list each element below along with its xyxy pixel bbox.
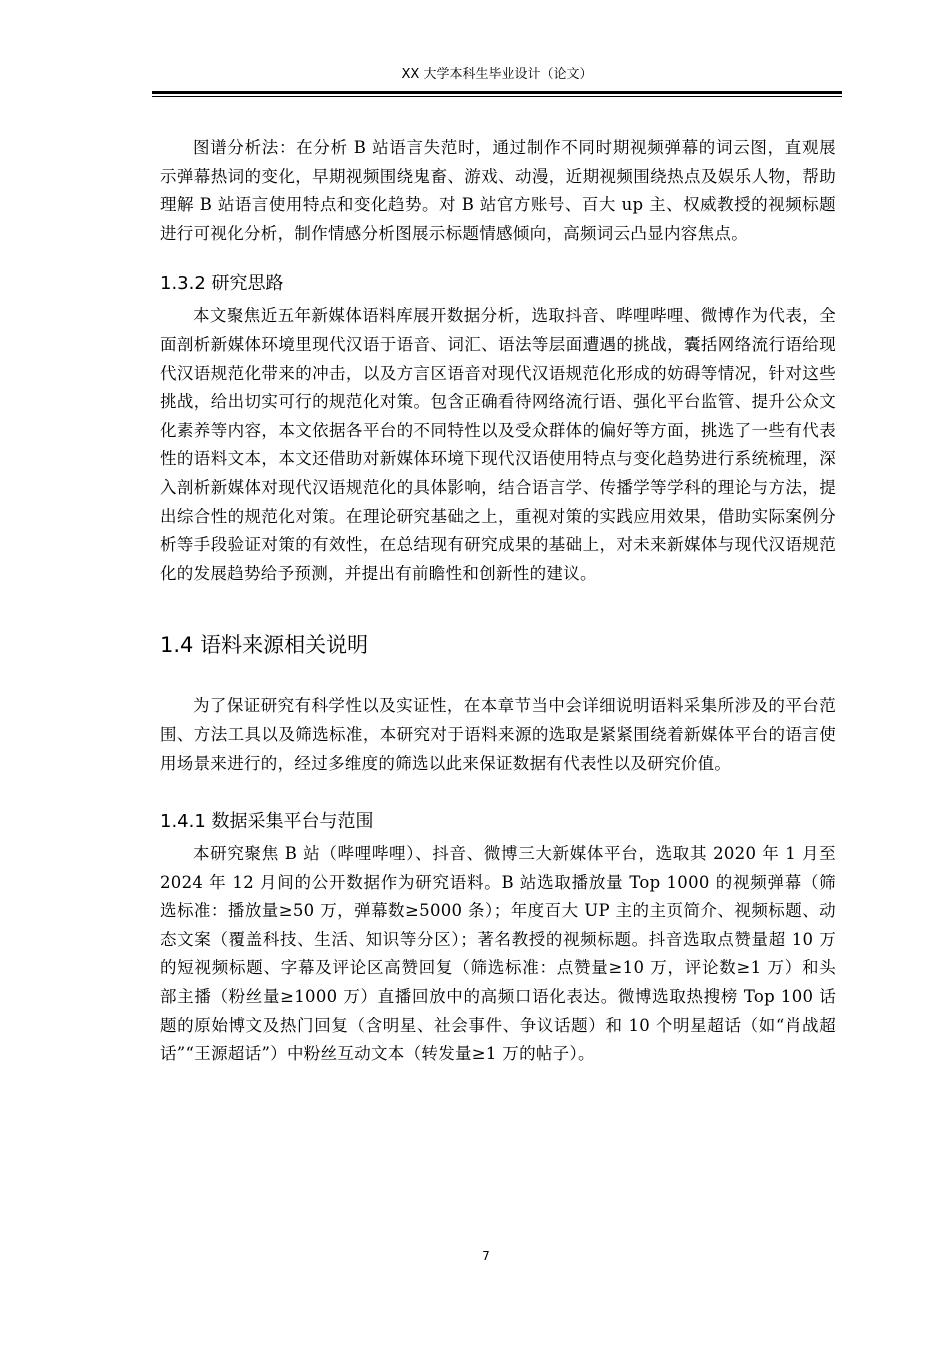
page-number: 7 [482, 1249, 490, 1263]
header-rule [152, 91, 842, 94]
section-heading-1-4: 1.4 语料来源相关说明 [160, 633, 369, 658]
header-rule-secondary [152, 96, 842, 97]
paragraph-platforms: 本研究聚焦 B 站（哔哩哔哩）、抖音、微博三大新媒体平台，选取其 2020 年 1 月至 2024 年 12 月间的公开数据作为研究语料。B 站选取播放量 Top 1000 的视频弹幕（筛选标准：播放量≥50 万，弹幕数≥5000 条）；年度百大 UP 主的主页简介、视频标题、动态文案（覆盖科技、生活、知识等分区）；著名教授的视频标题。抖音选取点赞量超 10 万的短视频标题、字幕及评论区高赞回复（筛选标准：点赞量≥10 万，评论数≥1 万）和头部主播（粉丝量≥1000 万）直播回放中的高频口语化表达。微博选取热搜榜 Top 100 话题的原始博文及热门回复（含明星、社会事件、争议话题）和 10 个明星超话（如“肖战超话”“王源超话”）中粉丝互动文本（转发量≥1 万的帖子）。 [160, 844, 836, 1064]
page-body [160, 134, 836, 1069]
page-header-title: XX 大学本科生毕业设计（论文） [401, 67, 593, 82]
paragraph-research-idea: 本文聚焦近五年新媒体语料库展开数据分析，选取抖音、哔哩哔哩、微博作为代表，全面剖析新媒体环境里现代汉语于语音、词汇、语法等层面遭遇的挑战，囊括网络流行语给现代汉语规范化带来的冲击，以及方言区语音对现代汉语规范化形成的妨碍等情况，针对这些挑战，给出切实可行的规范化对策。包含正确看待网络流行语、强化平台监管、提升公众文化素养等内容，本文依据各平台的不同特性以及受众群体的偏好等方面，挑选了一些有代表性的语料文本，本文还借助对新媒体环境下现代汉语使用特点与变化趋势进行系统梳理，深入剖析新媒体对现代汉语规范化的具体影响，结合语言学、传播学等学科的理论与方法，提出综合性的规范化对策。在理论研究基础之上，重视对策的实践应用效果，借助实际案例分析等手段验证对策的有效性，在总结现有研究成果的基础上，对未来新媒体与现代汉语规范化的发展趋势给予预测，并提出有前瞻性和创新性的建议。 [160, 306, 836, 583]
section-heading-1-4-1: 1.4.1 数据采集平台与范围 [160, 811, 374, 833]
paragraph-corpus-intro: 为了保证研究有科学性以及实证性，在本章节当中会详细说明语料采集所涉及的平台范围、方法工具以及筛选标准，本研究对于语料来源的选取是紧紧围绕着新媒体平台的语言使用场景来进行的，经过多维度的筛选以此来保证数据有代表性以及研究价值。 [160, 696, 836, 773]
paragraph-graph-analysis: 图谱分析法：在分析 B 站语言失范时，通过制作不同时期视频弹幕的词云图，直观展示弹幕热词的变化，早期视频围绕鬼畜、游戏、动漫，近期视频围绕热点及娱乐人物，帮助理解 B 站语言使用特点和变化趋势。对 B 站官方账号、百大 up 主、权威教授的视频标题进行可视化分析，制作情感分析图展示标题情感倾向，高频词云凸显内容焦点。 [160, 138, 836, 243]
section-heading-1-3-2: 1.3.2 研究思路 [160, 273, 284, 295]
